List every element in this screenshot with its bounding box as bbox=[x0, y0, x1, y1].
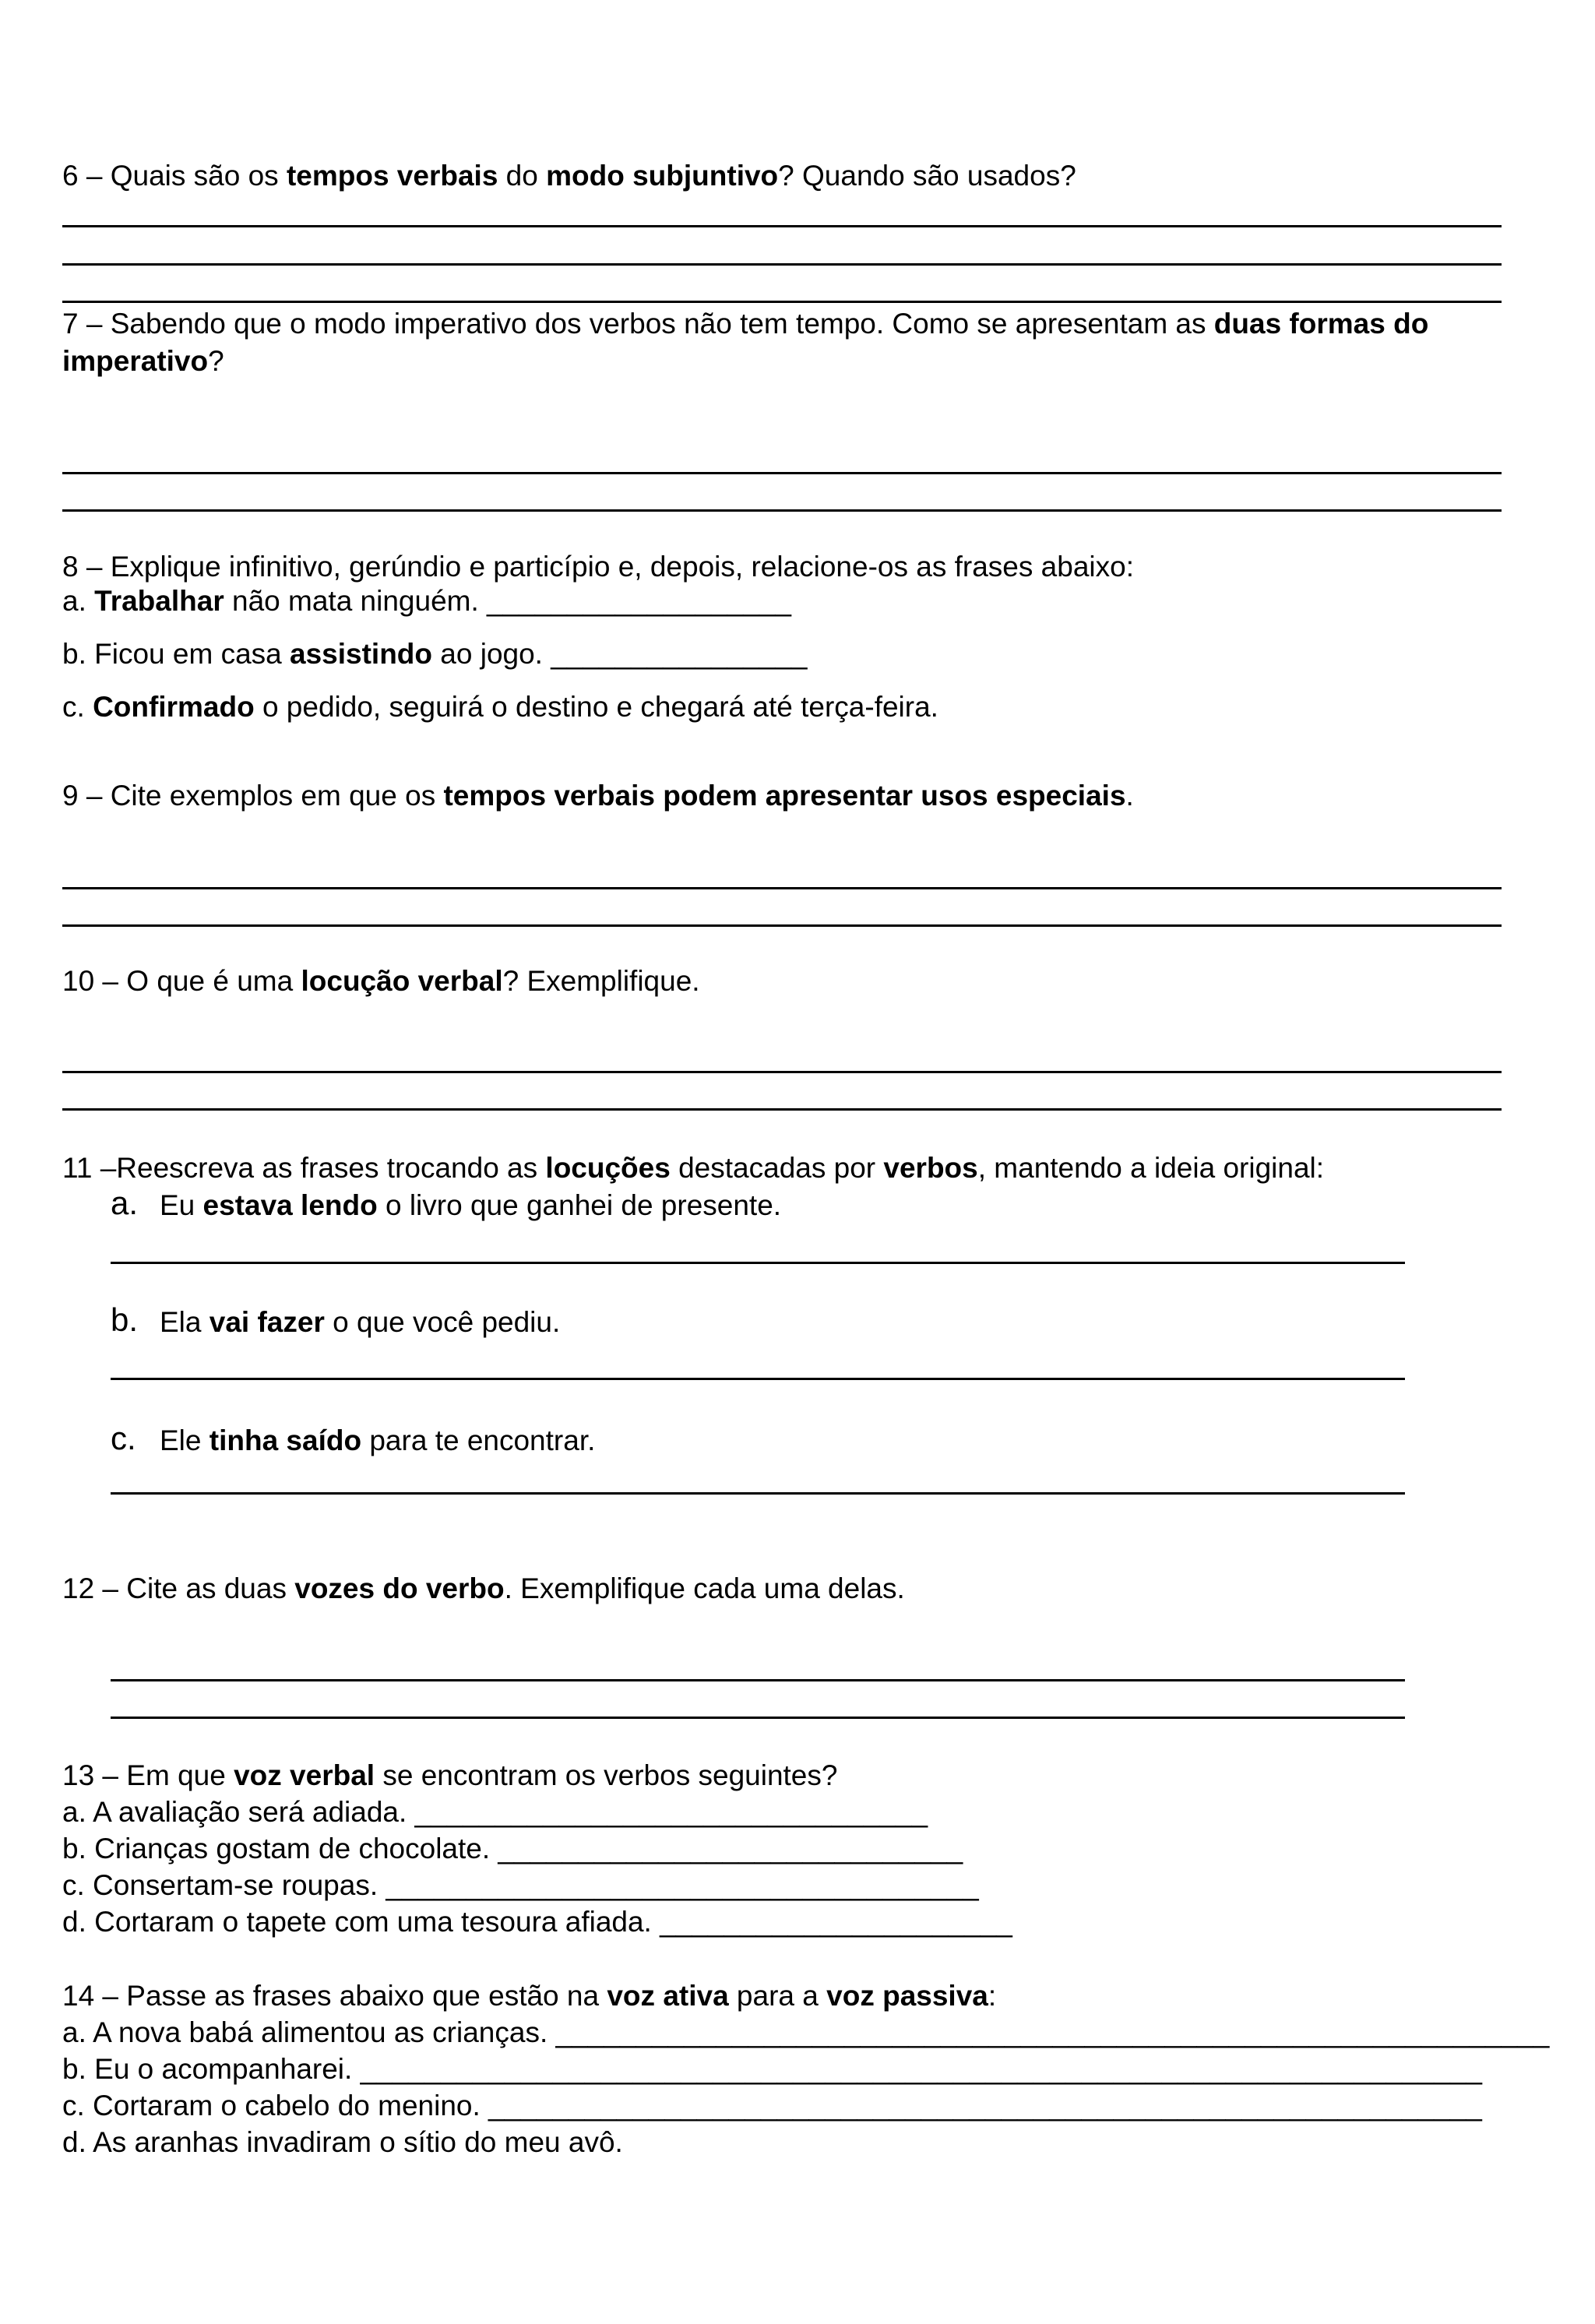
answer-line[interactable] bbox=[111, 1717, 1405, 1719]
q10-text: 10 – O que é uma bbox=[62, 965, 301, 997]
q7-text: 7 – Sabendo que o modo imperativo dos verbos não tem tempo. Como se apresentam as bbox=[62, 308, 1214, 340]
question-8-item-a bbox=[62, 584, 791, 618]
q8a-text: não mata ninguém. ___________________ bbox=[224, 585, 792, 617]
answer-line[interactable] bbox=[62, 225, 1502, 227]
q11c-bold: tinha saído bbox=[209, 1424, 362, 1456]
question-13-item-c: c. Consertam-se roupas. _____________________________________ bbox=[62, 1869, 979, 1901]
q11a-text: Eu bbox=[160, 1189, 203, 1221]
question-14-item-c: c. Cortaram o cabelo do menino. ______________________________________________________________ bbox=[62, 2090, 1482, 2122]
answer-line[interactable] bbox=[62, 301, 1502, 303]
q11-item-a-letter: a. bbox=[111, 1185, 139, 1221]
question-11 bbox=[62, 1151, 1324, 1185]
q14-bold-2: voz passiva bbox=[826, 1980, 988, 2012]
q11a-text-end: o livro que ganhei de presente. bbox=[377, 1189, 782, 1221]
answer-line[interactable] bbox=[111, 1492, 1405, 1495]
answer-line[interactable] bbox=[62, 1071, 1502, 1073]
q7-bold-2: imperativo bbox=[62, 345, 209, 377]
q8c-text: o pedido, seguirá o destino e chegará até terça-feira. bbox=[254, 691, 938, 723]
q8b-text: ao jogo. ________________ bbox=[432, 638, 808, 670]
q14-text-end: : bbox=[988, 1980, 997, 2012]
q7-bold-1: duas formas do bbox=[1213, 308, 1429, 340]
q11c-text-end: para te encontrar. bbox=[361, 1424, 596, 1456]
q12-bold: vozes do verbo bbox=[294, 1572, 505, 1604]
answer-line[interactable] bbox=[62, 263, 1502, 266]
answer-line[interactable] bbox=[62, 1108, 1502, 1111]
q11-item-b-letter: b. bbox=[111, 1301, 139, 1338]
answer-line[interactable] bbox=[62, 472, 1502, 474]
answer-line[interactable] bbox=[111, 1378, 1405, 1380]
question-11-item-a bbox=[160, 1188, 781, 1223]
q11b-bold: vai fazer bbox=[209, 1306, 325, 1338]
question-7-line-2 bbox=[62, 344, 224, 379]
question-13-item-d: d. Cortaram o tapete com uma tesoura afiada. ______________________ bbox=[62, 1906, 1012, 1938]
question-8-item-b bbox=[62, 637, 808, 671]
question-13 bbox=[62, 1759, 837, 1793]
question-11-item-c bbox=[160, 1424, 595, 1458]
answer-line[interactable] bbox=[62, 924, 1502, 927]
q13-bold: voz verbal bbox=[234, 1759, 375, 1791]
question-14-item-a: a. A nova babá alimentou as crianças. ______________________________________________________________ bbox=[62, 2016, 1550, 2048]
q6-text-end: ? Quando são usados? bbox=[778, 160, 1076, 192]
q11b-text-end: o que você pediu. bbox=[324, 1306, 561, 1338]
q11-bold-2: verbos bbox=[883, 1152, 978, 1184]
q11-item-c-letter: c. bbox=[111, 1420, 136, 1456]
answer-line[interactable] bbox=[111, 1679, 1405, 1681]
q8a-prefix: a. bbox=[62, 585, 95, 617]
question-14-item-d: d. As aranhas invadiram o sítio do meu avô. bbox=[62, 2126, 623, 2158]
q11b-text: Ela bbox=[160, 1306, 209, 1338]
q14-text: 14 – Passe as frases abaixo que estão na bbox=[62, 1980, 607, 2012]
q11-text: 11 –Reescreva as frases trocando as bbox=[62, 1152, 546, 1184]
q10-text-end: ? Exemplifique. bbox=[502, 965, 700, 997]
q6-bold-1: tempos verbais bbox=[286, 160, 498, 192]
q8c-bold: Confirmado bbox=[93, 691, 255, 723]
q6-bold-2: modo subjuntivo bbox=[546, 160, 779, 192]
question-13-item-b: b. Crianças gostam de chocolate. _____________________________ bbox=[62, 1833, 963, 1864]
q7-text-end: ? bbox=[208, 345, 224, 377]
question-11-item-b bbox=[160, 1305, 560, 1340]
q6-text-mid: do bbox=[498, 160, 547, 192]
q8a-bold: Trabalhar bbox=[94, 585, 224, 617]
q11-text-mid: destacadas por bbox=[670, 1152, 884, 1184]
q13-text: 13 – Em que bbox=[62, 1759, 234, 1791]
question-7 bbox=[62, 307, 1428, 341]
q8b-bold: assistindo bbox=[290, 638, 433, 670]
q11-bold-1: locuções bbox=[545, 1152, 671, 1184]
q8c-prefix: c. bbox=[62, 691, 93, 723]
q12-text: 12 – Cite as duas bbox=[62, 1572, 295, 1604]
answer-line[interactable] bbox=[62, 509, 1502, 512]
q10-bold: locução verbal bbox=[301, 965, 503, 997]
q8b-prefix: b. Ficou em casa bbox=[62, 638, 290, 670]
q6-text: 6 – Quais são os bbox=[62, 160, 287, 192]
q13-text-end: se encontram os verbos seguintes? bbox=[375, 1759, 838, 1791]
question-14 bbox=[62, 1979, 996, 2013]
q12-text-end: . Exemplifique cada uma delas. bbox=[504, 1572, 905, 1604]
q9-text-end: . bbox=[1125, 780, 1134, 812]
question-13-item-a: a. A avaliação será adiada. ________________________________ bbox=[62, 1796, 928, 1828]
q14-text-mid: para a bbox=[728, 1980, 827, 2012]
q11-text-end: , mantendo a ideia original: bbox=[977, 1152, 1325, 1184]
question-9 bbox=[62, 779, 1134, 813]
q9-text: 9 – Cite exemplos em que os bbox=[62, 780, 444, 812]
question-8-item-c bbox=[62, 690, 938, 724]
q11a-bold: estava lendo bbox=[202, 1189, 378, 1221]
question-6 bbox=[62, 159, 1076, 193]
question-10 bbox=[62, 964, 700, 998]
question-12 bbox=[62, 1572, 905, 1606]
q11c-text: Ele bbox=[160, 1424, 209, 1456]
question-8: 8 – Explique infinitivo, gerúndio e particípio e, depois, relacione-os as frases abaixo: bbox=[62, 551, 1134, 583]
q14-bold-1: voz ativa bbox=[607, 1980, 729, 2012]
q9-bold: tempos verbais podem apresentar usos especiais bbox=[443, 780, 1126, 812]
answer-line[interactable] bbox=[62, 887, 1502, 889]
question-14-item-b: b. Eu o acompanharei. ______________________________________________________________________ bbox=[62, 2053, 1483, 2085]
answer-line[interactable] bbox=[111, 1262, 1405, 1264]
